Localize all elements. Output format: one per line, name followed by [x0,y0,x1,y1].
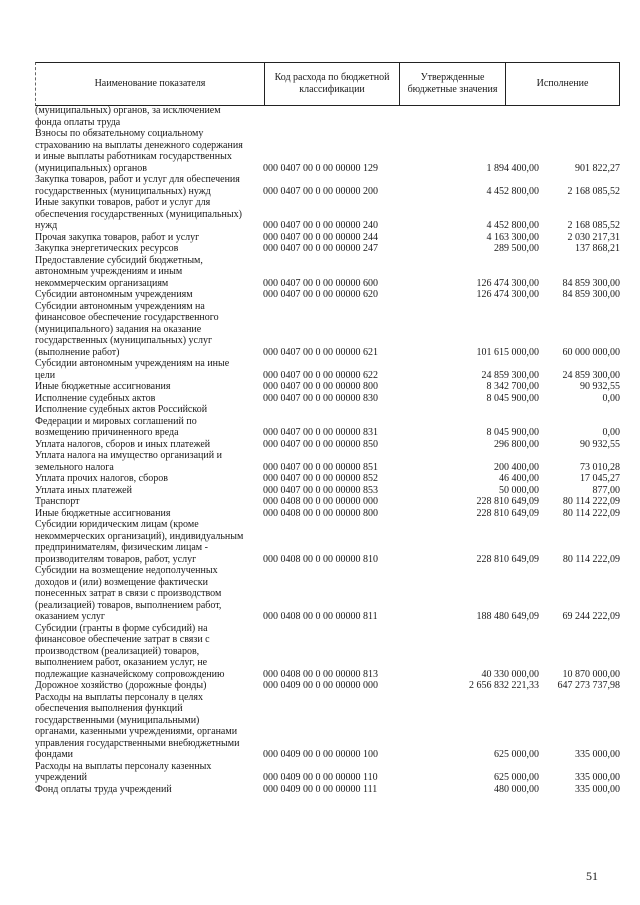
row-name-line: Уплата прочих налогов, сборов [35,473,168,484]
row-approved: 228 810 649,09 [476,553,539,565]
row-name [35,243,263,255]
row-name-line: Иные бюджетные ассигнования [35,507,171,519]
row-name-line: Закупка товаров, работ и услуг для обеспечения [35,174,240,185]
row-approved: 4 452 800,00 [486,220,539,231]
table-row [35,761,620,784]
row-execution: 647 273 737,98 [557,680,620,691]
row-execution: 335 000,00 [575,783,620,795]
row-execution: 137 868,21 [575,243,620,254]
row-name-line: Иные закупки товаров, работ и услуг для [35,197,211,208]
row-execution: 73 010,28 [580,461,620,473]
row-name-line: (муниципального) задания на оказание [35,323,202,335]
row-name-line: страхованию на выплаты денежного содержания [35,139,243,151]
row-name-line: Уплата иных платежей [35,484,132,496]
row-name-line: возмещению причиненного вреда [35,427,179,438]
row-execution: 10 870 000,00 [562,668,620,680]
row-name [35,519,263,565]
row-name [35,565,263,623]
row-execution: 2 168 085,52 [567,185,620,197]
row-code: 000 0407 00 0 00 00000 600 [263,277,378,289]
header-code: Код расхода по бюджетной классификации [274,72,390,95]
row-name-line: обеспечения выполнения функций [35,703,183,714]
table-row [35,784,620,796]
row-name [35,301,263,359]
row-code: 000 0407 00 0 00 00000 800 [263,381,378,392]
table-row [35,508,620,520]
row-name-line: Расходы на выплаты персоналу в целях [35,691,203,703]
row-name [35,128,263,174]
header-name: Наименование показателя [94,78,206,89]
header-execution: Исполнение [536,78,589,89]
page-number: 51 [586,869,598,883]
row-approved: 4 452 800,00 [486,185,539,197]
row-name-line: производителям товаров, работ, услуг [35,553,197,565]
row-approved: 40 330 000,00 [481,668,539,680]
row-execution: 0,00 [602,392,620,404]
row-execution: 335 000,00 [575,772,620,783]
row-code: 000 0408 00 0 00 00000 810 [263,553,378,565]
row-name-line: Взносы по обязательному социальному [35,128,204,139]
row-execution: 335 000,00 [575,749,620,760]
row-execution: 80 114 222,09 [562,553,620,565]
row-name-line: подлежащие казначейскому сопровождению [35,668,225,680]
row-name-line: финансовое обеспечение государственного [35,312,219,323]
row-name-line: производством (реализацией) товаров, [35,645,200,657]
row-code: 000 0409 00 0 00 00000 110 [263,772,378,783]
row-name-line: (муниципальных) органов [35,162,148,174]
row-approved: 8 045 900,00 [486,427,539,438]
row-name-line: Дорожное хозяйство (дорожные фонды) [35,680,207,691]
row-code: 000 0408 00 0 00 00000 813 [263,668,378,680]
header-approved-cell [400,63,506,105]
row-approved: 8 045 900,00 [486,392,539,404]
row-name-line: Субсидии на возмещение недополученных [35,565,218,576]
row-name-line: (реализацией) товаров, выполнением работ, [35,599,222,611]
row-code: 000 0408 00 0 00 00000 811 [263,611,378,622]
row-name [35,692,263,761]
row-name [35,404,263,439]
row-name-line: и иные выплаты работникам государственных [35,151,232,162]
row-approved: 228 810 649,09 [476,496,539,507]
row-name-line: государственных (муниципальных) услуг [35,335,213,346]
row-name-line: Фонд оплаты труда учреждений [35,783,172,795]
row-code: 000 0409 00 0 00 00000 000 [263,680,378,691]
table-row [35,473,620,485]
row-code: 000 0409 00 0 00 00000 111 [263,783,378,795]
row-execution: 901 822,27 [575,162,620,174]
row-approved: 289 500,00 [494,243,539,254]
row-code: 000 0407 00 0 00 00000 247 [263,243,378,254]
table-row [35,128,620,174]
row-name-line: органами, казенными учреждениями, органами [35,726,238,737]
row-approved: 101 615 000,00 [476,346,539,358]
table-row [35,301,620,359]
row-name [35,393,263,405]
table-header [35,62,620,106]
row-name-line: (муниципальных) органов, за исключением [35,105,221,116]
row-approved: 188 480 649,09 [476,611,539,622]
table-row [35,485,620,497]
row-name-line: Субсидии автономным учреждениям на [35,300,205,312]
row-approved: 2 656 832 221,33 [469,680,539,691]
row-name-line: цели [35,369,56,381]
row-code: 000 0407 00 0 00 00000 831 [263,427,378,438]
row-name-line: государственными (муниципальными) [35,714,200,726]
row-execution: 17 045,27 [580,473,620,484]
table-row [35,174,620,197]
row-name-line: выполнением работ, оказанием услуг, не [35,657,208,668]
row-approved: 4 163 300,00 [486,231,539,243]
table-row [35,255,620,290]
table-row [35,393,620,405]
row-name-line: Уплата налогов, сборов и иных платежей [35,438,211,450]
row-code: 000 0409 00 0 00 00000 100 [263,749,378,760]
row-name-line: (выполнение работ) [35,346,120,358]
row-approved: 1 894 400,00 [486,162,539,174]
row-name-line: земельного налога [35,461,114,473]
row-code: 000 0407 00 0 00 00000 244 [263,231,378,243]
row-name [35,761,263,784]
row-approved: 46 400,00 [499,473,539,484]
row-name [35,485,263,497]
row-code: 000 0408 00 0 00 00000 000 [263,496,378,507]
row-name-line: предпринимателям, физическим лицам - [35,542,208,553]
row-name-line: Исполнение судебных актов Российской [35,404,208,415]
table-row [35,232,620,244]
table-row [35,565,620,623]
row-name [35,784,263,796]
row-name-line: автономным учреждениям и иным [35,266,183,277]
row-execution: 2 168 085,52 [567,220,620,231]
table-row [35,519,620,565]
row-execution: 60 000 000,00 [562,346,620,358]
row-code: 000 0407 00 0 00 00000 852 [263,473,378,484]
row-name [35,197,263,232]
table-row [35,692,620,761]
row-execution: 0,00 [602,427,620,438]
row-name-line: Субсидии автономным учреждениям [35,289,193,300]
row-code: 000 0407 00 0 00 00000 200 [263,185,378,197]
row-name-line: некоммерческим организациям [35,277,169,289]
row-name-line: финансовое обеспечение затрат в связи с [35,634,210,645]
row-name [35,496,263,508]
row-name-line: фондами [35,749,74,760]
row-name-line: Предоставление субсидий бюджетным, [35,254,203,266]
row-name-line: нужд [35,220,58,231]
header-approved: Утвержденные бюджетные значения [407,72,498,95]
row-code: 000 0407 00 0 00 00000 620 [263,289,378,300]
row-execution: 24 859 300,00 [562,369,620,381]
row-name [35,255,263,290]
row-approved: 8 342 700,00 [486,381,539,392]
row-name-line: обеспечения государственных (муниципальных) [35,208,242,220]
row-name-line: государственных (муниципальных) нужд [35,185,211,197]
row-name-line: Расходы на выплаты персоналу казенных [35,760,212,772]
table-row [35,680,620,692]
row-name [35,174,263,197]
table-row [35,439,620,451]
table-row [35,243,620,255]
row-name [35,358,263,381]
table-row [35,450,620,473]
row-name-line: Прочая закупка товаров, работ и услуг [35,231,200,243]
row-name-line: фонда оплаты труда [35,116,121,128]
row-code: 000 0407 00 0 00 00000 853 [263,484,378,496]
row-code: 000 0407 00 0 00 00000 851 [263,461,378,473]
row-approved: 50 000,00 [499,484,539,496]
row-name-line: Иные бюджетные ассигнования [35,381,171,392]
row-code: 000 0407 00 0 00 00000 621 [263,346,378,358]
row-code: 000 0407 00 0 00 00000 850 [263,438,378,450]
table-row [35,381,620,393]
row-approved: 200 400,00 [494,461,539,473]
row-approved: 126 474 300,00 [476,289,539,300]
row-name-line: оказанием услуг [35,611,106,622]
table-row [35,358,620,381]
row-code: 000 0407 00 0 00 00000 129 [263,162,378,174]
row-execution: 90 932,55 [580,438,620,450]
row-name-line: Субсидии (гранты в форме субсидий) на [35,622,208,634]
row-execution: 90 932,55 [580,381,620,392]
row-code: 000 0407 00 0 00 00000 830 [263,392,378,404]
row-name-line: доходов и (или) возмещение фактически [35,576,208,588]
table-row [35,496,620,508]
header-execution-cell [506,63,620,105]
row-execution: 84 859 300,00 [562,289,620,300]
row-execution: 80 114 222,09 [562,507,620,519]
row-approved: 480 000,00 [494,783,539,795]
row-name [35,450,263,473]
row-name [35,289,263,301]
row-name [35,381,263,393]
row-name-line: Транспорт [35,496,80,507]
row-name-line: управления государственными внебюджетными [35,737,240,749]
row-approved: 625 000,00 [494,749,539,760]
row-execution: 69 244 222,09 [562,611,620,622]
row-code: 000 0407 00 0 00 00000 240 [263,220,378,231]
row-approved: 228 810 649,09 [476,507,539,519]
table-body [35,105,620,795]
row-name-line: понесенных затрат в связи с производством [35,588,222,599]
row-approved: 625 000,00 [494,772,539,783]
header-code-cell [265,63,400,105]
table-row [35,404,620,439]
table-row [35,623,620,681]
row-name-line: Субсидии автономным учреждениям на иные [35,358,230,369]
row-name-line: Уплата налога на имущество организаций и [35,450,222,461]
row-execution: 2 030 217,31 [567,231,620,243]
row-code: 000 0407 00 0 00 00000 622 [263,369,378,381]
row-name-line: некоммерческих организаций), индивидуальным [35,530,244,542]
row-name-line: Федерации и мировых соглашений по [35,415,197,427]
row-code: 000 0408 00 0 00 00000 800 [263,507,378,519]
row-execution: 84 859 300,00 [562,277,620,289]
row-name [35,623,263,681]
table-row [35,289,620,301]
row-execution: 80 114 222,09 [562,496,620,507]
row-name [35,508,263,520]
row-name [35,105,263,128]
row-name [35,232,263,244]
row-name [35,680,263,692]
row-execution: 877,00 [592,484,620,496]
row-name-line: Субсидии юридическим лицам (кроме [35,519,199,530]
row-approved: 24 859 300,00 [481,369,539,381]
row-name [35,439,263,451]
header-name-cell [36,63,265,105]
row-name [35,473,263,485]
row-approved: 126 474 300,00 [476,277,539,289]
table-row [35,105,620,128]
row-name-line: Исполнение судебных актов [35,392,156,404]
row-name-line: Закупка энергетических ресурсов [35,243,179,254]
row-approved: 296 800,00 [494,438,539,450]
table-row [35,197,620,232]
row-name-line: учреждений [35,772,87,783]
